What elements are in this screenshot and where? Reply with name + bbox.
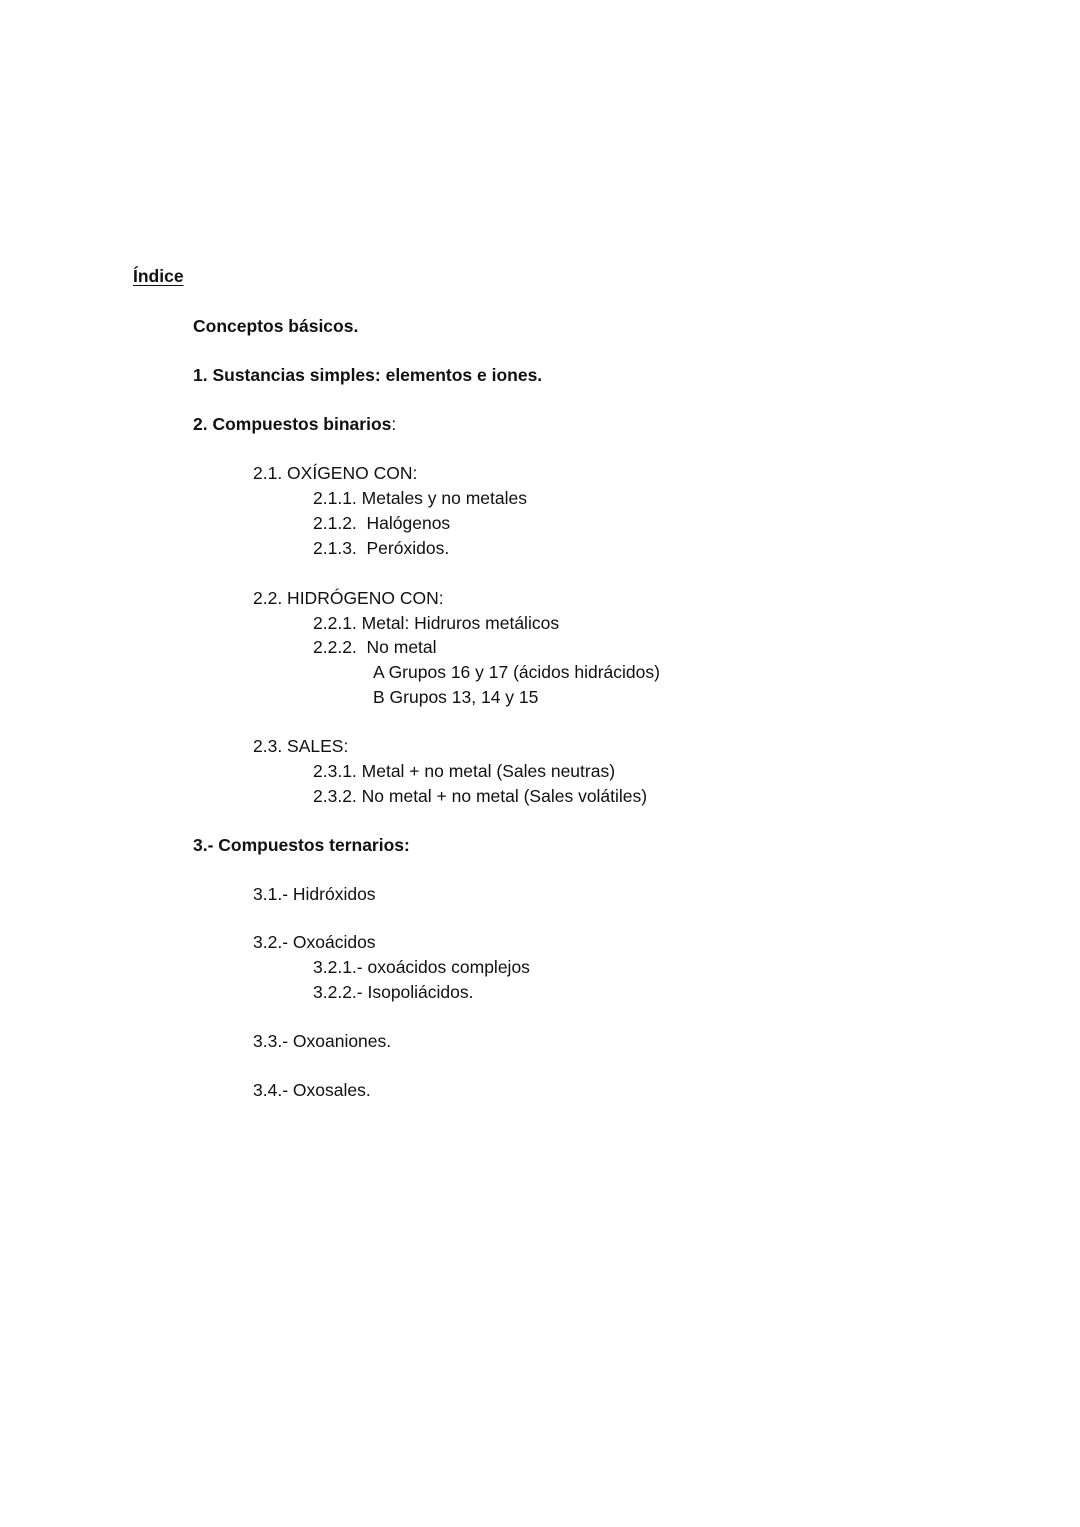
- index-title: Índice: [133, 266, 184, 286]
- toc-basic-concepts: Conceptos básicos.: [193, 316, 359, 336]
- toc-section-2-2-2: 2.2.2. No metal: [313, 637, 437, 657]
- toc-section-3-2-1: 3.2.1.- oxoácidos complejos: [313, 957, 530, 977]
- toc-section-2-3-1: 2.3.1. Metal + no metal (Sales neutras): [313, 761, 616, 781]
- toc-section-2-label: 2. Compuestos binarios: [193, 414, 392, 434]
- toc-section-1: 1. Sustancias simples: elementos e iones.: [193, 365, 543, 385]
- toc-section-3-2-2: 3.2.2.- Isopoliácidos.: [313, 982, 474, 1002]
- toc-section-3-1: 3.1.- Hidróxidos: [253, 884, 376, 904]
- toc-section-2-2: 2.2. HIDRÓGENO CON:: [253, 588, 444, 608]
- toc-section-2-3-2: 2.3.2. No metal + no metal (Sales volátiles): [313, 786, 648, 806]
- toc-section-2-1-3: 2.1.3. Peróxidos.: [313, 538, 450, 558]
- toc-section-3-3: 3.3.- Oxoaniones.: [253, 1031, 392, 1051]
- toc-section-2-1-2: 2.1.2. Halógenos: [313, 513, 451, 533]
- toc-section-2-colon: :: [391, 414, 397, 434]
- toc-section-2-1-1: 2.1.1. Metales y no metales: [313, 488, 527, 508]
- toc-section-2-2-2-a: A Grupos 16 y 17 (ácidos hidrácidos): [373, 662, 660, 682]
- toc-section-2-2-2-b: B Grupos 13, 14 y 15: [373, 687, 539, 707]
- toc-section-3-2: 3.2.- Oxoácidos: [253, 932, 376, 952]
- toc-section-3-4: 3.4.- Oxosales.: [253, 1080, 371, 1100]
- toc-section-2-3: 2.3. SALES:: [253, 736, 349, 756]
- toc-section-2-1: 2.1. OXÍGENO CON:: [253, 463, 418, 483]
- toc-section-2-2-1: 2.2.1. Metal: Hidruros metálicos: [313, 613, 560, 633]
- toc-section-3: 3.- Compuestos ternarios:: [193, 835, 410, 855]
- toc-section-2: [193, 413, 396, 435]
